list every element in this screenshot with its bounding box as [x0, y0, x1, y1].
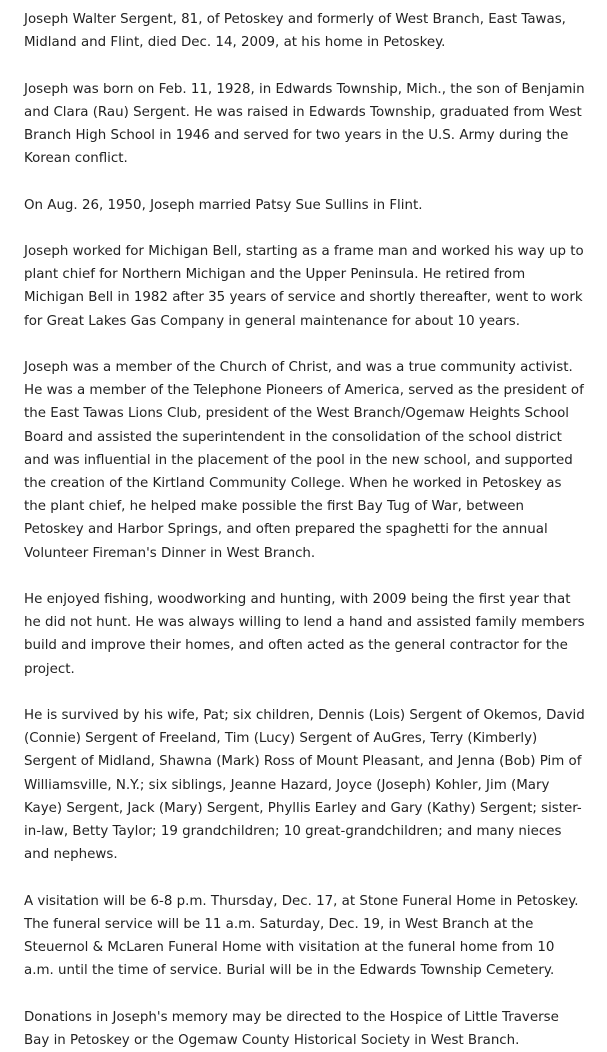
paragraph-survivors: He is survived by his wife, Pat; six children, Dennis (Lois) Sergent of Okemos, David (Connie) Sergent of Freeland, Tim (Lucy) Sergent of AuGres, Terry (Kimberly) Sergent of Midland, Shawna (Mark) Ross of Mount Pleasant, and Jenna (Bob) Pim of Williamsville, N.Y.; six siblings, Jeanne Hazard, Joyce (Joseph) Kohler, Jim (Mary Kaye) Sergent, Jack (Mary) Sergent, Phyllis Earley and Gary (Kathy) Sergent; sister-in-law, Betty Taylor; 19 grandchildren; 10 great-grandchildren; and many nieces and nephews. [24, 708, 585, 863]
paragraph-hobbies: He enjoyed fishing, woodworking and hunting, with 2009 being the first year that he did not hunt. He was always willing to lend a hand and assisted family members build and improve their homes, and often acted as the general contractor for the project. [24, 592, 585, 677]
paragraph-marriage: On Aug. 26, 1950, Joseph married Patsy Sue Sullins in Flint. [24, 197, 423, 213]
paragraph-career: Joseph worked for Michigan Bell, starting as a frame man and worked his way up to plant chief for Northern Michigan and the Upper Peninsula. He retired from Michigan Bell in 1982 after 35 years of service and shortly thereafter, went to work for Great Lakes Gas Company in general maintenance for about 10 years. [24, 243, 584, 329]
paragraph-death-notice: Joseph Walter Sergent, 81, of Petoskey and formerly of West Branch, East Tawas, Midland and Flint, died Dec. 14, 2009, at his home in Petoskey. [24, 12, 566, 51]
paragraph-community: Joseph was a member of the Church of Christ, and was a true community activist. He was a member of the Telephone Pioneers of America, served as the president of the East Tawas Lions Club, president of the West Branch/Ogemaw Heights School Board and assisted the superintendent in the consolidation of the school district and was influential in the placement of the pool in the new school, and supported the creation of the Kirtland Community College. When he worked in Petoskey as the plant chief, he helped make possible the first Bay Tug of War, between Petoskey and Harbor Springs, and often prepared the spaghetti for the annual Volunteer Fireman's Dinner in West Branch. [24, 359, 584, 561]
paragraph-services: A visitation will be 6-8 p.m. Thursday, Dec. 17, at Stone Funeral Home in Petoskey. The funeral service will be 11 a.m. Saturday, Dec. 19, in West Branch at the Steuernol & McLaren Funeral Home with visitation at the funeral home from 10 a.m. until the time of service. Burial will be in the Edwards Township Cemetery. [24, 893, 579, 979]
paragraph-early-life: Joseph was born on Feb. 11, 1928, in Edwards Township, Mich., the son of Benjamin and Clara (Rau) Sergent. He was raised in Edwards Township, graduated from West Branch High School in 1946 and served for two years in the U.S. Army during the Korean conflict. [24, 81, 585, 167]
paragraph-donations: Donations in Joseph's memory may be directed to the Hospice of Little Traverse Bay in Petoskey or the Ogemaw County Historical Society in West Branch. [24, 1009, 559, 1048]
